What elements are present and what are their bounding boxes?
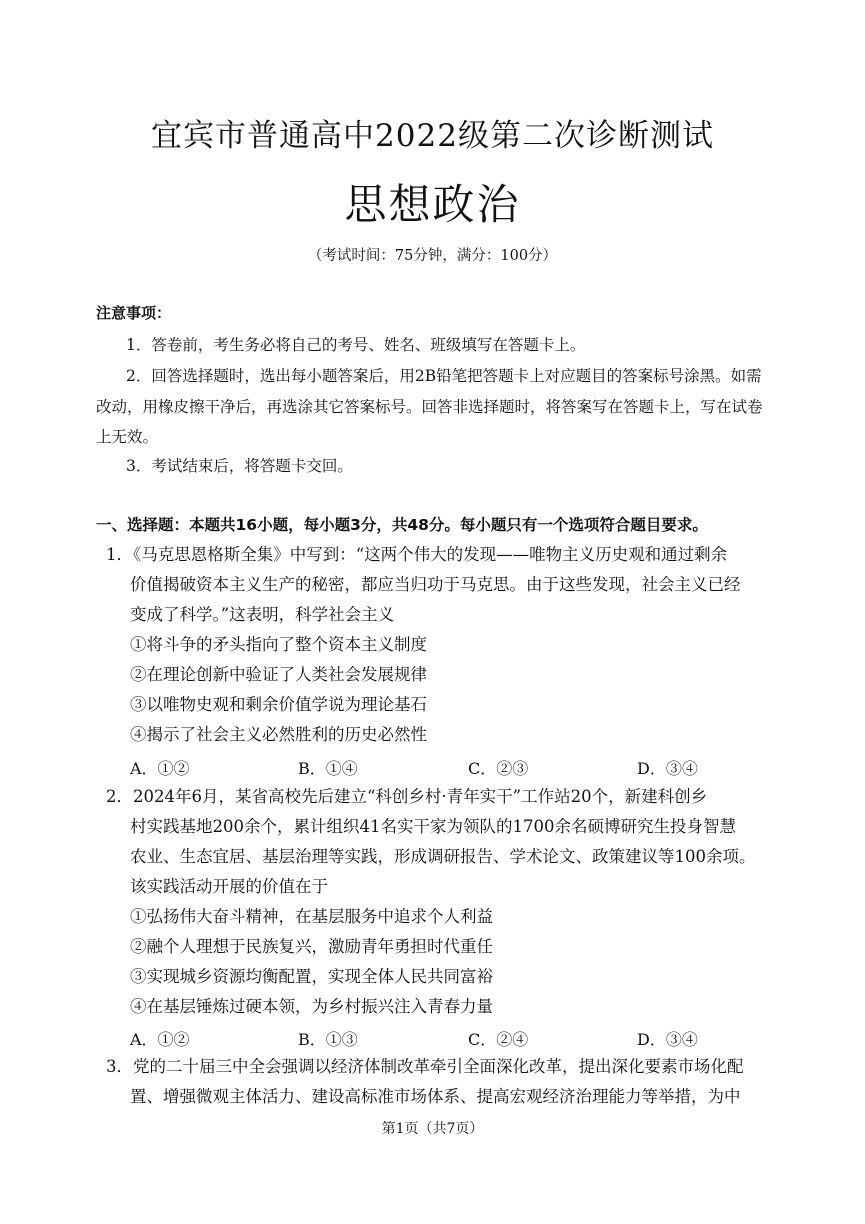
notice-line: 3．考试结束后，将答题卡交回。 — [126, 457, 353, 475]
notice-line: 1．答卷前，考生务必将自己的考号、姓名、班级填写在答题卡上。 — [126, 336, 586, 354]
question-3-line: 3．党的二十届三中全会强调以经济体制改革牵引全面深化改革，提出深化要素市场化配 — [106, 1057, 744, 1076]
exam-info: （考试时间：75分钟，满分：100分） — [307, 248, 558, 264]
question-1-option-b: B．①④ — [298, 759, 358, 778]
question-1-line: 1．《马克思恩格斯全集》中写到：“这两个伟大的发现——唯物主义历史观和通过剩余 — [106, 545, 728, 564]
question-2-line: 2．2024年6月，某省高校先后建立“科创乡村·青年实干”工作站20个，新建科创乡 — [106, 787, 708, 806]
question-2-option-b: B．①③ — [298, 1030, 358, 1049]
notice-line: 上无效。 — [96, 428, 159, 446]
question-2-option-a: A．①② — [130, 1030, 190, 1049]
question-2-line: 村实践基地200余个，累计组织41名实干家为领队的1700余名硕博研究生投身智慧 — [130, 817, 736, 836]
page-footer: 第1页（共7页） — [381, 1121, 484, 1137]
question-2-option-c: C．②④ — [468, 1030, 529, 1049]
question-1-option-d: D．③④ — [637, 759, 698, 778]
question-1-option-c: C．②③ — [468, 759, 529, 778]
question-1-line: 价值揭破资本主义生产的秘密，都应当归功于马克思。由于这些发现，社会主义已经 — [130, 575, 741, 594]
exam-title: 宜宾市普通高中2022级第二次诊断测试 — [151, 118, 714, 154]
question-2-line: 农业、生态宜居、基层治理等实践，形成调研报告、学术论文、政策建议等100余项。 — [130, 847, 756, 866]
question-1-statement: ③以唯物史观和剩余价值学说为理论基石 — [130, 695, 427, 714]
question-1-statement: ②在理论创新中验证了人类社会发展规律 — [130, 665, 427, 684]
notice-heading: 注意事项： — [96, 304, 172, 322]
question-2-line: 该实践活动开展的价值在于 — [130, 877, 328, 896]
question-3-line: 置、增强微观主体活力、建设高标准市场体系、提高宏观经济治理能力等举措，为中 — [130, 1087, 741, 1106]
question-1-option-a: A．①② — [130, 759, 190, 778]
question-2-statement: ③实现城乡资源均衡配置，实现全体人民共同富裕 — [130, 967, 493, 986]
section-heading: 一、选择题：本题共16小题，每小题3分，共48分。每小题只有一个选项符合题目要求。 — [96, 516, 708, 534]
question-1-statement: ④揭示了社会主义必然胜利的历史必然性 — [130, 725, 427, 744]
question-2-statement: ④在基层锤炼过硬本领，为乡村振兴注入青春力量 — [130, 997, 493, 1016]
notice-line: 2．回答选择题时，选出每小题答案后，用2B铅笔把答题卡上对应题目的答案标号涂黑。如需 — [126, 367, 762, 385]
question-2-option-d: D．③④ — [637, 1030, 698, 1049]
question-2-statement: ②融个人理想于民族复兴，激励青年勇担时代重任 — [130, 937, 493, 956]
question-1-statement: ①将斗争的矛头指向了整个资本主义制度 — [130, 635, 427, 654]
question-1-line: 变成了科学。”这表明，科学社会主义 — [130, 605, 395, 624]
question-2-statement: ①弘扬伟大奋斗精神，在基层服务中追求个人利益 — [130, 907, 493, 926]
notice-line: 改动，用橡皮擦干净后，再选涂其它答案标号。回答非选择题时，将答案写在答题卡上，写在试卷 — [96, 398, 763, 416]
subject-title: 思想政治 — [344, 180, 521, 229]
